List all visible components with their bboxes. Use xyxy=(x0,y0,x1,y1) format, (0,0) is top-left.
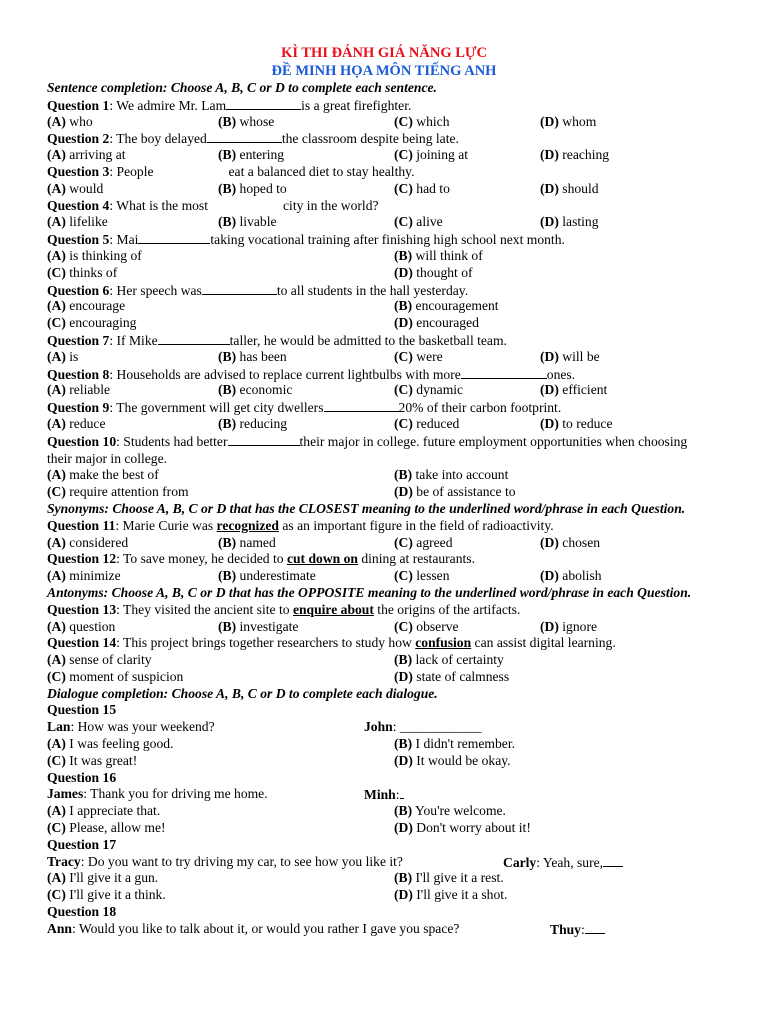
section-header-synonyms: Synonyms: Choose A, B, C or D that has the CLOSEST meaning to the underlined word/phrase in each Question. xyxy=(47,500,686,516)
question-text: : What is the most xyxy=(109,197,209,213)
option-a[interactable]: (A) would xyxy=(47,180,104,196)
options-row xyxy=(47,669,710,686)
question-number: Question 17 xyxy=(47,836,117,852)
option-a[interactable]: (A) is thinking of xyxy=(47,247,142,263)
question-number: Question 3 xyxy=(47,163,110,179)
options-row xyxy=(47,619,710,636)
option-d[interactable]: (D) efficient xyxy=(540,382,608,398)
options-row xyxy=(47,535,710,552)
option-c[interactable]: (C) which xyxy=(394,113,450,129)
question-stem xyxy=(47,602,710,619)
option-a[interactable]: (A) question xyxy=(47,618,116,634)
speaker-two: Minh: xyxy=(364,786,404,804)
question-stem xyxy=(47,551,710,568)
option-d[interactable]: (D) be of assistance to xyxy=(394,484,516,500)
question-text: the classroom despite being late. xyxy=(281,131,459,147)
question-stem xyxy=(47,518,710,535)
options-row xyxy=(47,349,710,366)
option-d[interactable]: (D) lasting xyxy=(540,214,599,230)
options-row xyxy=(47,736,710,753)
question-text: can assist digital learning. xyxy=(471,635,616,651)
option-b[interactable]: (B) hoped to xyxy=(218,180,287,196)
options-row xyxy=(47,181,710,198)
exam-body xyxy=(47,80,710,938)
question-stem xyxy=(47,635,710,652)
option-b[interactable]: (B) entering xyxy=(218,147,285,163)
option-d[interactable]: (D) abolish xyxy=(540,568,602,584)
options-row xyxy=(47,416,710,433)
options-row xyxy=(47,265,710,282)
option-d[interactable]: (D) I'll give it a shot. xyxy=(394,887,508,903)
option-a[interactable]: (A) I'll give it a gun. xyxy=(47,870,159,886)
option-b[interactable]: (B) underestimate xyxy=(218,568,316,584)
option-a[interactable]: (A) I appreciate that. xyxy=(47,803,161,819)
options-row xyxy=(47,753,710,770)
question-text: : Mai xyxy=(109,232,139,248)
question-text: : If Mike xyxy=(109,332,158,348)
option-b[interactable]: (B) livable xyxy=(218,214,277,230)
option-d[interactable]: (D) whom xyxy=(540,113,597,129)
question-text: : The government will get city dwellers xyxy=(109,400,324,416)
option-d[interactable]: (D) It would be okay. xyxy=(394,752,511,768)
question-number: Question 14 xyxy=(47,635,117,651)
question-stem xyxy=(47,433,710,468)
option-a[interactable]: (A) reliable xyxy=(47,382,111,398)
option-a[interactable]: (A) reduce xyxy=(47,415,106,431)
options-row xyxy=(47,315,710,332)
underlined-word: cut down on xyxy=(286,551,358,567)
option-a[interactable]: (A) encourage xyxy=(47,298,126,314)
option-d[interactable]: (D) thought of xyxy=(394,264,473,280)
options-row xyxy=(47,887,710,904)
option-d[interactable]: (D) Don't worry about it! xyxy=(394,820,531,836)
answer-blank xyxy=(138,231,210,244)
option-c[interactable]: (C) observe xyxy=(394,618,459,634)
options-row xyxy=(47,484,710,501)
option-d[interactable]: (D) state of calmness xyxy=(394,668,510,684)
speaker-one: Tracy: Do you want to try driving my car, to see how you like it? xyxy=(47,853,403,869)
question-number: Question 1 xyxy=(47,97,110,113)
question-number-line xyxy=(47,770,710,787)
answer-blank xyxy=(207,130,282,143)
question-stem xyxy=(47,231,710,248)
underlined-word: recognized xyxy=(216,517,279,533)
dialogue-line xyxy=(47,786,710,803)
question-number: Question 18 xyxy=(47,904,117,920)
option-b[interactable]: (B) lack of certainty xyxy=(394,652,504,668)
option-b[interactable]: (B) economic xyxy=(218,382,293,398)
question-stem xyxy=(47,97,710,114)
question-text: : We admire Mr. Lam xyxy=(109,97,227,113)
option-d[interactable]: (D) should xyxy=(540,180,599,196)
answer-blank xyxy=(324,399,399,412)
options-row xyxy=(47,114,710,131)
section-header-dialogue: Dialogue completion: Choose A, B, C or D to complete each dialogue. xyxy=(47,685,438,701)
underlined-word: confusion xyxy=(415,635,472,651)
option-d[interactable]: (D) reaching xyxy=(540,147,610,163)
question-number: Question 7 xyxy=(47,332,110,348)
question-number: Question 4 xyxy=(47,197,110,213)
dialogue-line xyxy=(47,719,710,736)
option-c[interactable]: (C) Please, allow me! xyxy=(47,820,166,836)
option-d[interactable]: (D) to reduce xyxy=(540,415,613,431)
option-b[interactable]: (B) has been xyxy=(218,348,287,364)
question-number: Question 2 xyxy=(47,131,110,147)
option-a[interactable]: (A) make the best of xyxy=(47,467,159,483)
question-text: to all students in the hall yesterday. xyxy=(276,282,469,298)
question-number: Question 9 xyxy=(47,400,110,416)
option-c[interactable]: (C) agreed xyxy=(394,534,453,550)
question-text: ones. xyxy=(546,366,576,382)
question-stem xyxy=(47,282,710,299)
answer-blank xyxy=(202,282,277,295)
option-c[interactable]: (C) had to xyxy=(394,180,450,196)
question-text: : Her speech was xyxy=(109,282,202,298)
section-header-antonyms: Antonyms: Choose A, B, C or D that has the OPPOSITE meaning to the underlined word/phrase in each Question. xyxy=(47,584,692,600)
question-number: Question 8 xyxy=(47,366,110,382)
question-stem xyxy=(47,332,710,349)
option-c[interactable]: (C) It was great! xyxy=(47,752,138,768)
option-c[interactable]: (C) were xyxy=(394,348,443,364)
option-b[interactable]: (B) take into account xyxy=(394,467,509,483)
question-text: city in the world? xyxy=(283,197,379,213)
exam-title: KÌ THI ĐÁNH GIÁ NĂNG LỰC xyxy=(281,45,487,61)
answer-blank xyxy=(228,433,300,446)
option-c[interactable]: (C) lessen xyxy=(394,568,450,584)
answer-blank xyxy=(400,786,404,799)
dialogue-line xyxy=(47,854,710,871)
option-a[interactable]: (A) minimize xyxy=(47,568,121,584)
question-text: : Households are advised to replace current lightbulbs with more xyxy=(109,366,461,382)
question-number-line xyxy=(47,904,710,921)
question-stem xyxy=(47,198,710,215)
option-a[interactable]: (A) lifelike xyxy=(47,214,108,230)
option-b[interactable]: (B) named xyxy=(218,534,276,550)
question-stem xyxy=(47,366,710,383)
question-number: Question 10 xyxy=(47,433,117,449)
question-text: as an important figure in the field of radioactivity. xyxy=(278,517,554,533)
underlined-word: enquire about xyxy=(292,601,374,617)
question-text: : The boy delayed xyxy=(109,131,207,147)
option-d[interactable]: (D) ignore xyxy=(540,618,598,634)
options-row xyxy=(47,147,710,164)
option-c[interactable]: (C) dynamic xyxy=(394,382,464,398)
question-text: eat a balanced diet to stay healthy. xyxy=(228,163,415,179)
option-b[interactable]: (B) encouragement xyxy=(394,298,499,314)
question-text: taller, he would be admitted to the basketball team. xyxy=(229,332,507,348)
options-row xyxy=(47,652,710,669)
question-text: : They visited the ancient site to xyxy=(116,601,293,617)
question-text: : People xyxy=(109,163,154,179)
question-text: the origins of the artifacts. xyxy=(373,601,521,617)
question-stem xyxy=(47,130,710,147)
speaker-two: John: ____________ xyxy=(364,719,482,735)
question-number: Question 13 xyxy=(47,601,117,617)
answer-blank xyxy=(603,854,623,867)
question-text: : Marie Curie was xyxy=(115,517,217,533)
question-number-line xyxy=(47,837,710,854)
question-number: Question 6 xyxy=(47,282,110,298)
option-a[interactable]: (A) considered xyxy=(47,534,129,550)
question-stem xyxy=(47,164,710,181)
option-a[interactable]: (A) who xyxy=(47,113,93,129)
speaker-one: James: Thank you for driving me home. xyxy=(47,786,268,802)
speaker-two: Carly: Yeah, sure, xyxy=(503,854,623,872)
option-a[interactable]: (A) I was feeling good. xyxy=(47,736,174,752)
answer-blank xyxy=(226,97,301,110)
options-row xyxy=(47,820,710,837)
option-d[interactable]: (D) will be xyxy=(540,348,600,364)
options-row xyxy=(47,803,710,820)
question-text: dining at restaurants. xyxy=(357,551,475,567)
option-b[interactable]: (B) investigate xyxy=(218,618,299,634)
question-stem xyxy=(47,399,710,416)
speaker-two: Thuy: xyxy=(550,921,605,939)
options-row xyxy=(47,568,710,585)
answer-blank xyxy=(158,332,230,345)
option-d[interactable]: (D) chosen xyxy=(540,534,601,550)
option-c[interactable]: (C) alive xyxy=(394,214,443,230)
question-text: their major in college. future employment opportunities when choosing their major in college. xyxy=(47,433,688,466)
option-a[interactable]: (A) is xyxy=(47,348,79,364)
section-header-sentence-completion: Sentence completion: Choose A, B, C or D to complete each sentence. xyxy=(47,80,437,95)
options-row xyxy=(47,467,710,484)
exam-subtitle: ĐỀ MINH HỌA MÔN TIẾNG ANH xyxy=(271,63,497,79)
option-a[interactable]: (A) sense of clarity xyxy=(47,652,152,668)
option-d[interactable]: (D) encouraged xyxy=(394,315,479,331)
option-c[interactable]: (C) thinks of xyxy=(47,264,118,280)
option-b[interactable]: (B) You're welcome. xyxy=(394,803,506,819)
options-row xyxy=(47,248,710,265)
speaker-one: Lan: How was your weekend? xyxy=(47,719,215,735)
options-row xyxy=(47,382,710,399)
question-number-line xyxy=(47,702,710,719)
answer-blank xyxy=(461,366,547,379)
options-row xyxy=(47,298,710,315)
option-b[interactable]: (B) reducing xyxy=(218,415,288,431)
option-c[interactable]: (C) encouraging xyxy=(47,315,137,331)
question-text: : Students had better xyxy=(116,433,228,449)
question-text: taking vocational training after finishing high school next month. xyxy=(210,232,565,248)
option-c[interactable]: (C) I'll give it a think. xyxy=(47,887,166,903)
option-a[interactable]: (A) arriving at xyxy=(47,147,126,163)
question-number: Question 15 xyxy=(47,702,117,718)
question-number: Question 11 xyxy=(47,517,116,533)
options-row xyxy=(47,214,710,231)
option-b[interactable]: (B) whose xyxy=(218,113,275,129)
question-text: : To save money, he decided to xyxy=(116,551,287,567)
options-row xyxy=(47,870,710,887)
question-number: Question 5 xyxy=(47,232,110,248)
option-b[interactable]: (B) will think of xyxy=(394,247,483,263)
answer-blank xyxy=(585,921,605,934)
option-c[interactable]: (C) require attention from xyxy=(47,484,189,500)
question-text: is a great firefighter. xyxy=(301,97,412,113)
dialogue-line xyxy=(47,921,710,938)
speaker-one: Ann: Would you like to talk about it, or would you rather I gave you space? xyxy=(47,920,460,936)
question-number: Question 12 xyxy=(47,551,117,567)
option-c[interactable]: (C) joining at xyxy=(394,147,469,163)
question-text: : This project brings together researchers to study how xyxy=(116,635,416,651)
question-text: 20% of their carbon footprint. xyxy=(398,400,562,416)
option-b[interactable]: (B) I'll give it a rest. xyxy=(394,870,504,886)
question-number: Question 16 xyxy=(47,769,117,785)
option-b[interactable]: (B) I didn't remember. xyxy=(394,736,515,752)
option-c[interactable]: (C) moment of suspicion xyxy=(47,668,184,684)
option-c[interactable]: (C) reduced xyxy=(394,415,460,431)
